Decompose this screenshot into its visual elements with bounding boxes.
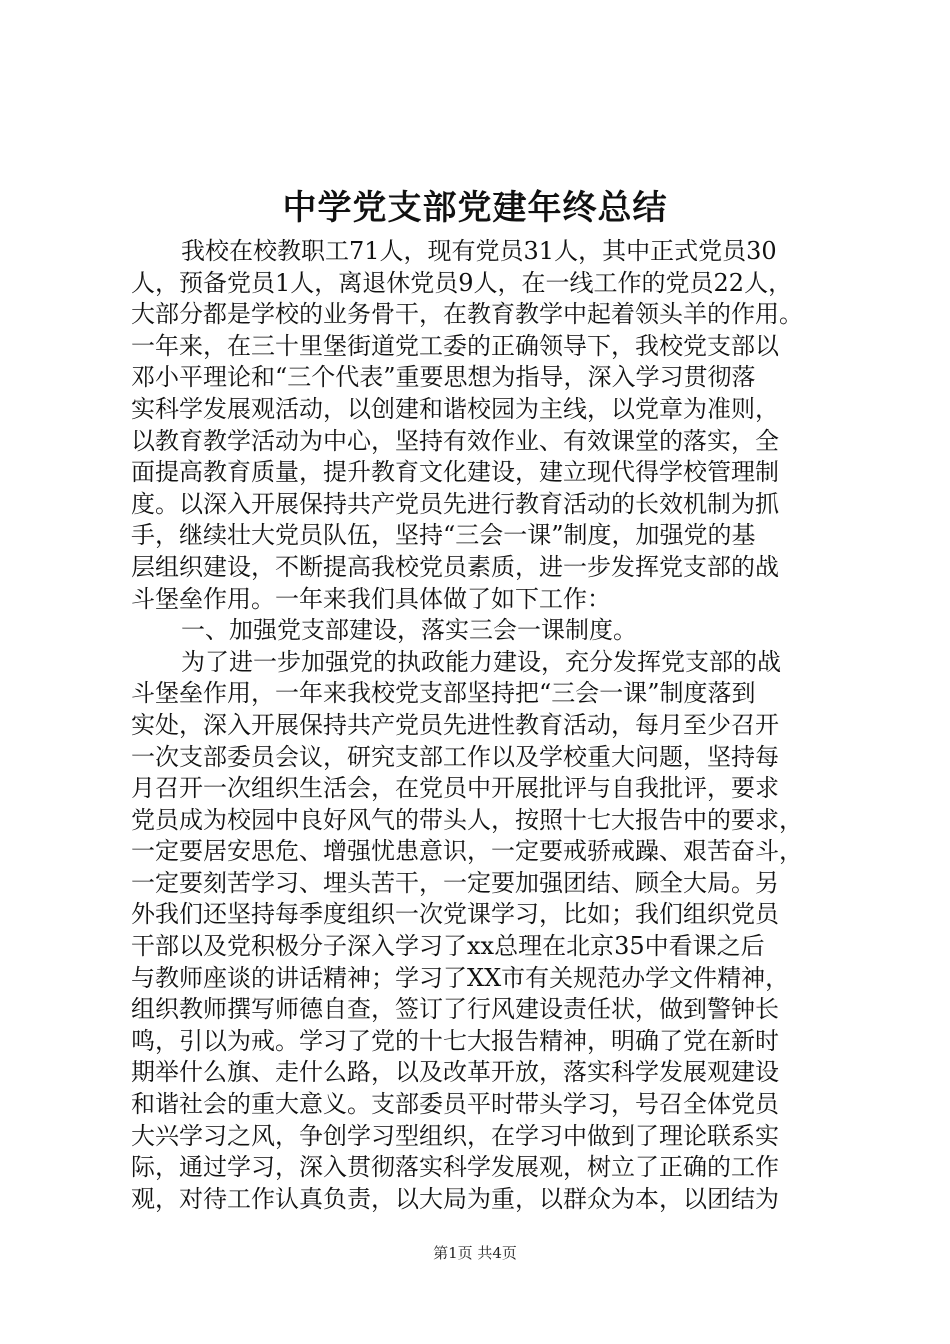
text-line: 斗堡垒作用。一年来我们具体做了如下工作：: [131, 584, 611, 613]
text-line: 为了进一步加强党的执政能力建设，充分发挥党支部的战: [181, 647, 781, 676]
text-line: 实科学发展观活动，以创建和谐校园为主线，以党章为准则，: [131, 394, 779, 423]
text-line: 人，预备党员1人，离退休党员9人，在一线工作的党员22人，: [131, 268, 793, 297]
page-footer: 第1页 共4页: [433, 1244, 517, 1262]
section-heading: 一、加强党支部建设，落实三会一课制度。: [181, 616, 637, 645]
text-line: 层组织建设，不断提高我校党员素质，进一步发挥党支部的战: [131, 552, 779, 581]
text-line: 组织教师撰写师德自查，签订了行风建设责任状，做到警钟长: [131, 995, 779, 1024]
text-line: 干部以及党积极分子深入学习了xx总理在北京35中看课之后: [131, 932, 765, 961]
text-line: 手，继续壮大党员队伍，坚持“三会一课”制度，加强党的基: [131, 521, 756, 550]
document-title: 中学党支部党建年终总结: [282, 188, 668, 228]
text-line: 实处，深入开展保持共产党员先进性教育活动，每月至少召开: [131, 710, 779, 739]
text-line: 月召开一次组织生活会，在党员中开展批评与自我批评，要求: [131, 774, 779, 803]
document-body: [131, 236, 831, 1215]
text-line: 度。以深入开展保持共产党员先进行教育活动的长效机制为抓: [131, 489, 779, 518]
text-line: 际，通过学习，深入贯彻落实科学发展观，树立了正确的工作: [131, 1153, 779, 1182]
text-line: 一年来，在三十里堡街道党工委的正确领导下，我校党支部以: [131, 331, 779, 360]
text-line: 一定要居安思危、增强忧患意识，一定要戒骄戒躁、艰苦奋斗，: [131, 837, 803, 866]
text-line: 和谐社会的重大意义。支部委员平时带头学习，号召全体党员: [131, 1090, 779, 1119]
text-line: 外我们还坚持每季度组织一次党课学习，比如；我们组织党员: [131, 900, 779, 929]
text-line: 以教育教学活动为中心，坚持有效作业、有效课堂的落实，全: [131, 426, 779, 455]
text-line: 我校在校教职工71人，现有党员31人，其中正式党员30: [181, 237, 777, 265]
text-line: 期举什么旗、走什么路，以及改革开放，落实科学发展观建设: [131, 1058, 779, 1087]
text-line: 大兴学习之风，争创学习型组织，在学习中做到了理论联系实: [131, 1121, 779, 1150]
text-line: 一定要刻苦学习、埋头苦干，一定要加强团结、顾全大局。另: [131, 868, 779, 897]
text-line: 党员成为校园中良好风气的带头人，按照十七大报告中的要求，: [131, 805, 803, 834]
text-line: 斗堡垒作用，一年来我校党支部坚持把“三会一课”制度落到: [131, 679, 756, 708]
text-line: 一次支部委员会议，研究支部工作以及学校重大问题，坚持每: [131, 742, 779, 771]
text-line: 面提高教育质量，提升教育文化建设，建立现代得学校管理制: [131, 458, 779, 487]
text-line: 鸣，引以为戒。学习了党的十七大报告精神，明确了党在新时: [131, 1026, 779, 1055]
text-line: 与教师座谈的讲话精神；学习了XX市有关规范办学文件精神，: [131, 963, 790, 992]
text-line: 邓小平理论和“三个代表”重要思想为指导，深入学习贯彻落: [131, 363, 756, 392]
text-line: 大部分都是学校的业务骨干，在教育教学中起着领头羊的作用。: [131, 300, 803, 329]
text-line: 观，对待工作认真负责，以大局为重，以群众为本，以团结为: [131, 1184, 779, 1213]
